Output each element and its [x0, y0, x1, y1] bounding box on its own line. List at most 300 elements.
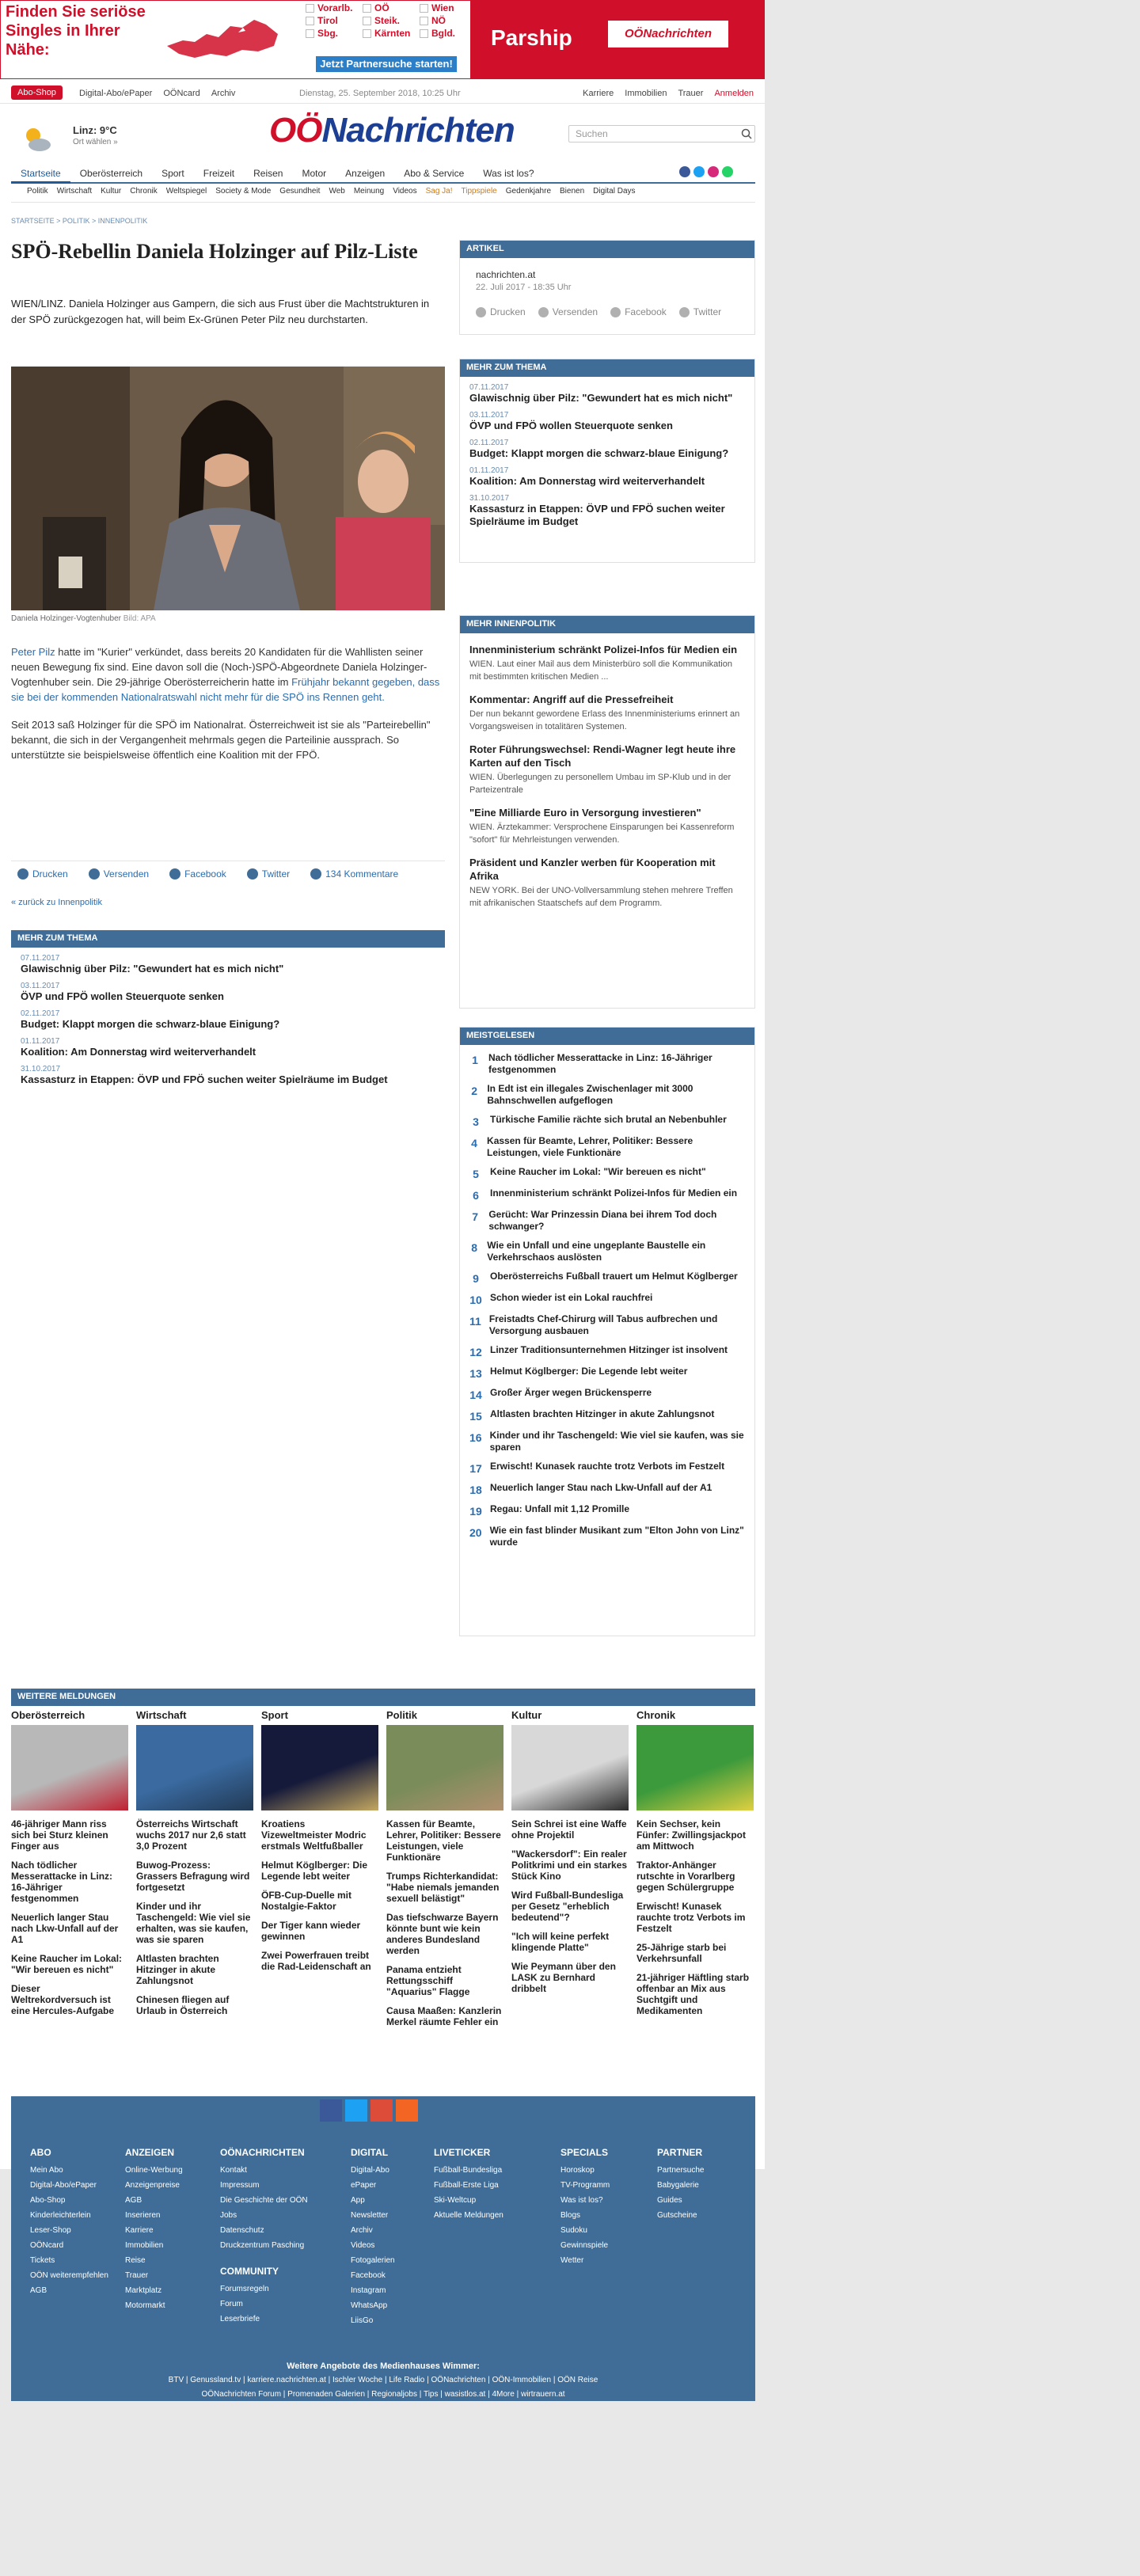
rank-number: 2: [471, 1085, 478, 1097]
rank-number: 11: [469, 1315, 481, 1328]
footer-link[interactable]: Ski-Weltcup: [434, 2196, 477, 2205]
sub-nav: [11, 187, 755, 203]
footer-link[interactable]: Digital-Abo/ePaper: [30, 2181, 97, 2190]
item-title[interactable]: ÖVP und FPÖ wollen Steuerquote senken: [21, 990, 224, 1002]
box-heading: WEITERE MELDUNGEN: [11, 1689, 755, 1706]
category-heading[interactable]: Kultur: [511, 1709, 542, 1721]
footer-link[interactable]: Motormarkt: [125, 2301, 165, 2310]
footer-link[interactable]: Digital-Abo: [351, 2166, 390, 2175]
item-title[interactable]: Altlasten brachten Hitzinger in akute Zahlungsnot: [490, 1408, 715, 1419]
item-title[interactable]: Budget: Klappt morgen die schwarz-blaue Einigung?: [469, 447, 729, 459]
inline-link[interactable]: Peter Pilz: [11, 646, 55, 658]
footer-link[interactable]: WhatsApp: [351, 2301, 388, 2310]
news-link[interactable]: 21-jähriger Häftling starb offenbar an Mix aus Suchtgift und Medikamenten: [636, 1972, 750, 2016]
breadcrumb[interactable]: STARTSEITE > POLITIK > INNENPOLITIK: [11, 217, 148, 225]
article-share-bar: [11, 861, 445, 881]
category-columns: [11, 1709, 755, 2027]
list-item[interactable]: [460, 405, 754, 432]
whatsapp-icon[interactable]: [722, 166, 733, 177]
item-title[interactable]: Wie ein Unfall und eine ungeplante Baustelle ein Verkehrschaos auslösten: [487, 1240, 706, 1263]
footer-heading: PARTNER: [657, 2147, 703, 2158]
news-link[interactable]: ÖFB-Cup-Duelle mit Nostalgie-Faktor: [261, 1890, 352, 1912]
news-link[interactable]: Zwei Powerfrauen treibt die Rad-Leidenschaft an: [261, 1950, 371, 1972]
item-title[interactable]: Kassen für Beamte, Lehrer, Politiker: Bessere Leistungen, viele Funktionäre: [487, 1135, 694, 1158]
footer-link[interactable]: Gewinnspiele: [560, 2241, 609, 2250]
item-title[interactable]: Regau: Unfall mit 1,12 Promille: [490, 1503, 630, 1514]
category-heading[interactable]: Politik: [386, 1709, 418, 1721]
category-image[interactable]: [511, 1725, 629, 1810]
paragraph-text: hatte im "Kurier" verkündet, dass bereits 20 Kandidaten für die Wahllisten seiner neuen Bewegung fix sind. Eine davon soll die (Noch-)SPÖ-Abgeordnete Daniela Holzinger-Vogtenhuber sein. Die 29-jährige Oberösterreicherin hatte im: [11, 646, 428, 688]
footer-link[interactable]: Partnersuche: [657, 2166, 705, 2175]
footer-heading: COMMUNITY: [220, 2266, 279, 2277]
list-item[interactable]: [460, 1408, 754, 1423]
list-item[interactable]: [460, 432, 754, 460]
nav-item[interactable]: Was ist los?: [483, 168, 534, 179]
item-title[interactable]: Glawischnig über Pilz: "Gewundert hat es mich nicht": [21, 963, 284, 975]
news-link[interactable]: Keine Raucher im Lokal: "Wir bereuen es nicht": [11, 1953, 123, 1975]
subnav-item[interactable]: Weltspiegel: [165, 187, 207, 196]
list-item[interactable]: [460, 1135, 754, 1159]
footer-link[interactable]: Wetter: [560, 2256, 584, 2265]
parship-ad-banner[interactable]: [0, 0, 765, 79]
news-link[interactable]: Österreichs Wirtschaft wuchs 2017 nur 2,6 statt 3,0 Prozent: [136, 1818, 246, 1852]
list-item[interactable]: [11, 982, 445, 1003]
footer-link[interactable]: Forum: [220, 2300, 243, 2308]
footer-link[interactable]: Leser-Shop: [30, 2226, 71, 2235]
news-link[interactable]: Panama entzieht Rettungsschiff "Aquarius" Flagge: [386, 1964, 470, 1997]
inline-link[interactable]: Frühjahr bekannt gegeben, dass sie bei der kommenden Nationalratswahl nicht mehr für die SPÖ ins Rennen geht.: [11, 676, 440, 703]
footer-link[interactable]: Immobilien: [125, 2241, 164, 2250]
box-heading: MEISTGELESEN: [460, 1028, 754, 1045]
list-item[interactable]: [460, 1503, 754, 1518]
news-link[interactable]: Wird Fußball-Bundesliga per Gesetz "erheblich bedeutend"?: [511, 1890, 624, 1923]
region-label: Vorarlb.: [317, 2, 353, 13]
item-title[interactable]: Gerücht: War Prinzessin Diana bei ihrem Tod doch schwanger?: [488, 1209, 717, 1232]
ad-left-panel: [0, 0, 471, 79]
photo-caption: [11, 614, 156, 623]
item-title[interactable]: Kommentar: Angriff auf die Pressefreiheit: [469, 693, 674, 705]
mail-icon: [89, 868, 100, 880]
item-title[interactable]: Innenministerium schränkt Polizei-Infos für Medien ein: [490, 1187, 738, 1199]
subnav-item[interactable]: Meinung: [353, 187, 385, 196]
list-item[interactable]: [460, 1187, 754, 1202]
list-item[interactable]: [460, 1461, 754, 1475]
subnav-item[interactable]: Digital Days: [593, 187, 636, 196]
region-checkbox[interactable]: [420, 15, 477, 26]
footer-link[interactable]: Marktplatz: [125, 2286, 162, 2295]
category-column: [386, 1709, 504, 2027]
list-item[interactable]: [460, 633, 754, 683]
facebook-share-button[interactable]: [169, 866, 226, 881]
item-date: 01.11.2017: [21, 1037, 60, 1046]
nav-item[interactable]: Anzeigen: [345, 168, 386, 179]
category-heading[interactable]: Chronik: [636, 1709, 676, 1721]
item-title[interactable]: ÖVP und FPÖ wollen Steuerquote senken: [469, 420, 673, 431]
region-checkbox[interactable]: [306, 2, 363, 13]
footer-heading: OÖNACHRICHTEN: [220, 2147, 305, 2158]
item-title[interactable]: Neuerlich langer Stau nach Lkw-Unfall auf der A1: [490, 1482, 712, 1493]
facebook-icon: [169, 868, 180, 880]
news-link[interactable]: Sein Schrei ist eine Waffe ohne Projektil: [511, 1818, 627, 1841]
subnav-item[interactable]: Sag Ja!: [425, 187, 453, 196]
list-item[interactable]: [460, 1366, 754, 1380]
top-link[interactable]: Karriere: [583, 89, 614, 98]
top-link[interactable]: Digital-Abo/ePaper: [79, 89, 153, 98]
weather-location-select[interactable]: Ort wählen »: [73, 138, 118, 146]
subnav-item[interactable]: Wirtschaft: [56, 187, 93, 196]
nav-item[interactable]: Abo & Service: [404, 168, 465, 179]
rss-icon[interactable]: [396, 2099, 418, 2122]
rank-number: 1: [472, 1054, 478, 1066]
article-info-box: [459, 240, 755, 335]
region-checkbox[interactable]: [363, 15, 420, 26]
footer-heading: LIVETICKER: [434, 2147, 491, 2158]
news-link[interactable]: "Ich will keine perfekt klingende Platte": [511, 1931, 610, 1953]
instagram-icon[interactable]: [708, 166, 719, 177]
item-title[interactable]: Koalition: Am Donnerstag wird weiterverhandelt: [469, 475, 705, 487]
news-link[interactable]: "Wackersdorf": Ein realer Politkrimi und ein starkes Stück Kino: [511, 1848, 628, 1882]
footer-link[interactable]: Tickets: [30, 2256, 55, 2265]
category-heading[interactable]: Wirtschaft: [136, 1709, 187, 1721]
footer-link[interactable]: OÖN weiterempfehlen: [30, 2271, 108, 2280]
email-button[interactable]: [89, 866, 149, 881]
footer-column: [30, 2145, 125, 2328]
list-item[interactable]: [460, 1240, 754, 1263]
facebook-icon[interactable]: [679, 166, 690, 177]
footer-column: [657, 2145, 744, 2328]
footer-link[interactable]: Kinderleichterlein: [30, 2211, 91, 2220]
region-checkbox[interactable]: [420, 28, 477, 39]
subnav-item[interactable]: Politik: [27, 187, 48, 196]
footer-link[interactable]: Mein Abo: [30, 2166, 63, 2175]
item-teaser: WIEN. Laut einer Mail aus dem Ministerbüro soll die Kommunikation mit bestimmten kritischen Medien ...: [469, 659, 732, 682]
footer-link[interactable]: Facebook: [351, 2271, 386, 2280]
list-item[interactable]: [460, 1052, 754, 1076]
item-title[interactable]: Budget: Klappt morgen die schwarz-blaue Einigung?: [21, 1018, 280, 1030]
region-checkbox[interactable]: [420, 2, 477, 13]
footer-link[interactable]: Karriere: [125, 2226, 154, 2235]
abo-shop-button[interactable]: Abo-Shop: [11, 85, 63, 100]
footer-heading: ANZEIGEN: [125, 2147, 175, 2158]
category-column: [511, 1709, 629, 2027]
nav-item[interactable]: Sport: [162, 168, 184, 179]
item-title[interactable]: Keine Raucher im Lokal: "Wir bereuen es nicht": [490, 1166, 706, 1177]
list-item[interactable]: [460, 1482, 754, 1496]
footer-link[interactable]: Babygalerie: [657, 2181, 699, 2190]
site-logo[interactable]: [269, 111, 515, 150]
list-item[interactable]: [460, 1525, 754, 1548]
list-item[interactable]: [460, 1430, 754, 1453]
footer-link[interactable]: Blogs: [560, 2211, 581, 2220]
item-title[interactable]: Glawischnig über Pilz: "Gewundert hat es mich nicht": [469, 392, 733, 404]
rank-number: 12: [469, 1346, 482, 1358]
news-link[interactable]: Kassen für Beamte, Lehrer, Politiker: Bessere Leistungen, viele Funktionäre: [386, 1818, 501, 1863]
twitter-share-button[interactable]: [247, 866, 290, 881]
article-source: nachrichten.at: [476, 269, 536, 280]
news-link[interactable]: Dieser Weltrekordversuch ist eine Hercules-Aufgabe: [11, 1983, 115, 2016]
region-checkbox[interactable]: [363, 28, 420, 39]
news-link[interactable]: 25-Jährige starb bei Verkehrsunfall: [636, 1942, 727, 1964]
search-input[interactable]: Suchen: [568, 125, 755, 142]
category-image[interactable]: [386, 1725, 504, 1810]
category-image[interactable]: [636, 1725, 754, 1810]
list-item[interactable]: [460, 1209, 754, 1233]
list-item[interactable]: [460, 1083, 754, 1107]
article-time: 22. Juli 2017 - 18:35 Uhr: [476, 283, 572, 292]
item-title[interactable]: Oberösterreichs Fußball trauert um Helmut Köglberger: [490, 1271, 738, 1282]
print-button[interactable]: [17, 866, 68, 881]
item-title[interactable]: Innenministerium schränkt Polizei-Infos für Medien ein: [469, 644, 738, 655]
nav-item[interactable]: Oberösterreich: [79, 168, 143, 179]
weather-temp: Linz: 9°C: [73, 124, 117, 136]
ad-cta-button[interactable]: Jetzt Partnersuche starten!: [316, 56, 457, 72]
list-item[interactable]: [460, 683, 754, 733]
footer-link[interactable]: Archiv: [351, 2226, 373, 2235]
rank-number: 5: [473, 1168, 479, 1180]
nav-item[interactable]: Motor: [302, 168, 327, 179]
list-item[interactable]: [460, 1166, 754, 1180]
list-item[interactable]: [460, 1271, 754, 1285]
news-link[interactable]: Chinesen fliegen auf Urlaub in Österreich: [136, 1994, 230, 2016]
category-image[interactable]: [136, 1725, 253, 1810]
print-icon: [17, 868, 28, 880]
footer-link[interactable]: Trauer: [125, 2271, 149, 2280]
item-title[interactable]: Linzer Traditionsunternehmen Hitzinger ist insolvent: [490, 1344, 728, 1355]
item-title[interactable]: Helmut Köglberger: Die Legende lebt weiter: [490, 1366, 688, 1377]
list-item[interactable]: [460, 460, 754, 488]
news-link[interactable]: Traktor-Anhänger rutschte in Vorarlberg gegen Schülergruppe: [636, 1860, 735, 1893]
footer-link[interactable]: OÖNcard: [30, 2241, 64, 2250]
list-item[interactable]: [460, 377, 754, 405]
footer-link[interactable]: Sudoku: [560, 2226, 587, 2235]
footer-bottom: [11, 2359, 755, 2402]
list-item[interactable]: [460, 1344, 754, 1358]
footer-link[interactable]: Reise: [125, 2256, 146, 2265]
footer-link[interactable]: Abo-Shop: [30, 2196, 66, 2205]
news-link[interactable]: Das tiefschwarze Bayern könnte bunt wie kein anderes Bundesland werden: [386, 1912, 499, 1956]
footer-link[interactable]: Was ist los?: [560, 2196, 603, 2205]
list-item[interactable]: [460, 733, 754, 796]
subnav-item[interactable]: Tippspiele: [461, 187, 497, 196]
subnav-item[interactable]: Chronik: [130, 187, 158, 196]
footer-link[interactable]: TV-Programm: [560, 2181, 610, 2190]
list-item[interactable]: [460, 846, 754, 910]
category-image[interactable]: [261, 1725, 378, 1810]
item-title[interactable]: Türkische Familie rächte sich brutal an Nebenbuhler: [490, 1114, 727, 1125]
footer-heading: SPECIALS: [560, 2147, 609, 2158]
news-link[interactable]: Helmut Köglberger: Die Legende lebt weiter: [261, 1860, 368, 1882]
news-link[interactable]: Erwischt! Kunasek rauchte trotz Verbots im Festzelt: [636, 1901, 746, 1934]
share-label: Twitter: [261, 868, 291, 880]
list-item[interactable]: [11, 954, 445, 975]
item-title[interactable]: Schon wieder ist ein Lokal rauchfrei: [490, 1292, 653, 1303]
list-item[interactable]: [11, 1009, 445, 1031]
footer-link[interactable]: Die Geschichte der OÖN: [220, 2196, 308, 2205]
footer-link[interactable]: Instagram: [351, 2286, 386, 2295]
share-label: Drucken: [490, 306, 526, 317]
footer-heading: ABO: [30, 2147, 51, 2158]
facebook-icon: [610, 307, 621, 317]
footer-link[interactable]: Guides: [657, 2196, 682, 2205]
item-title[interactable]: Freistadts Chef-Chirurg will Tabus aufbrechen und Versorgung ausbauen: [488, 1313, 718, 1336]
news-link[interactable]: 46-jähriger Mann riss sich bei Sturz kleinen Finger aus: [11, 1818, 108, 1852]
list-item[interactable]: [11, 1037, 445, 1058]
footer-link[interactable]: Anzeigenpreise: [125, 2181, 180, 2190]
category-heading[interactable]: Oberösterreich: [11, 1709, 86, 1721]
footer-bottom-links[interactable]: OÖNachrichten Forum | Promenaden Galerien | Regionaljobs | Tips | wasistlos.at | 4More | wirtrauern.at: [201, 2390, 565, 2399]
current-date: Dienstag, 25. September 2018, 10:25 Uhr: [299, 89, 461, 98]
footer-link[interactable]: Jobs: [220, 2211, 238, 2220]
footer-link[interactable]: Aktuelle Meldungen: [434, 2211, 504, 2220]
footer-link[interactable]: Inserieren: [125, 2211, 161, 2220]
footer-link[interactable]: AGB: [125, 2196, 142, 2205]
news-link[interactable]: Der Tiger kann wieder gewinnen: [261, 1920, 361, 1942]
rank-number: 19: [469, 1505, 482, 1518]
weitere-meldungen: [11, 1689, 755, 2027]
footer-link[interactable]: Datenschutz: [220, 2226, 264, 2235]
item-date: 02.11.2017: [469, 439, 509, 447]
region-checkbox[interactable]: [363, 2, 420, 13]
footer-link[interactable]: Forumsregeln: [220, 2285, 269, 2293]
category-image[interactable]: [11, 1725, 128, 1810]
rank-number: 14: [469, 1389, 482, 1401]
item-title[interactable]: Großer Ärger wegen Brückensperre: [490, 1387, 652, 1398]
subnav-item[interactable]: Web: [329, 187, 345, 196]
region-label: NÖ: [431, 15, 446, 26]
footer-link[interactable]: Impressum: [220, 2181, 260, 2190]
footer-link[interactable]: Newsletter: [351, 2211, 389, 2220]
top-link[interactable]: OÖNcard: [163, 89, 200, 98]
list-item[interactable]: [460, 488, 754, 528]
twitter-icon[interactable]: [345, 2099, 367, 2122]
item-title[interactable]: Kinder und ihr Taschengeld: Wie viel sie kaufen, was sie sparen: [489, 1430, 744, 1453]
comments-button[interactable]: [310, 866, 398, 881]
news-link[interactable]: Altlasten brachten Hitzinger in akute Zahlungsnot: [136, 1953, 219, 1986]
item-date: 01.11.2017: [469, 466, 509, 475]
list-item[interactable]: [460, 1292, 754, 1306]
print-button[interactable]: [476, 306, 526, 317]
nav-item[interactable]: Reisen: [253, 168, 283, 179]
news-link[interactable]: Neuerlich langer Stau nach Lkw-Unfall auf der A1: [11, 1912, 119, 1945]
footer-link[interactable]: ePaper: [351, 2181, 377, 2190]
footer-link[interactable]: App: [351, 2196, 365, 2205]
footer-link[interactable]: Online-Werbung: [125, 2166, 183, 2175]
box-heading: MEHR ZUM THEMA: [460, 359, 754, 377]
subnav-item[interactable]: Society & Mode: [215, 187, 272, 196]
item-title[interactable]: Kassasturz in Etappen: ÖVP und FPÖ suchen weiter Spielräume im Budget: [21, 1073, 388, 1085]
back-link[interactable]: « zurück zu Innenpolitik: [11, 898, 102, 907]
footer-link[interactable]: Kontakt: [220, 2166, 247, 2175]
footer-link[interactable]: Fußball-Erste Liga: [434, 2181, 499, 2190]
list-item[interactable]: [460, 1313, 754, 1337]
footer-link[interactable]: Fotogalerien: [351, 2256, 395, 2265]
footer-link[interactable]: Fußball-Bundesliga: [434, 2166, 503, 2175]
list-item[interactable]: [11, 1065, 445, 1086]
region-checkbox[interactable]: [306, 28, 363, 39]
footer-link[interactable]: Horoskop: [560, 2166, 595, 2175]
rank-number: 13: [469, 1367, 482, 1380]
facebook-icon[interactable]: [320, 2099, 342, 2122]
item-teaser: WIEN. Überlegungen zu personellem Umbau im SP-Klub und in der Parteizentrale: [469, 773, 732, 795]
item-title[interactable]: Wie ein fast blinder Musikant zum "Elton John von Linz" wurde: [489, 1525, 744, 1548]
footer-link[interactable]: Videos: [351, 2241, 375, 2250]
item-title[interactable]: Koalition: Am Donnerstag wird weiterverhandelt: [21, 1046, 256, 1058]
news-link[interactable]: Kroatiens Vizeweltmeister Modric erstmals Weltfußballer: [261, 1818, 367, 1852]
twitter-icon[interactable]: [694, 166, 705, 177]
weather-sun-cloud-icon: [22, 124, 52, 154]
footer-link[interactable]: Leserbriefe: [220, 2315, 260, 2323]
article-photo: [11, 367, 445, 610]
top-link[interactable]: Immobilien: [625, 89, 667, 98]
footer-link[interactable]: LiisGo: [351, 2316, 374, 2325]
caption-source: Bild: APA: [123, 614, 156, 623]
footer-column: [125, 2145, 220, 2328]
item-title[interactable]: Erwischt! Kunasek rauchte trotz Verbots im Festzelt: [490, 1461, 725, 1472]
footer-link[interactable]: AGB: [30, 2286, 48, 2295]
news-link[interactable]: Nach tödlicher Messerattacke in Linz: 16-Jähriger festgenommen: [11, 1860, 113, 1904]
item-date: 07.11.2017: [469, 383, 509, 392]
subnav-item[interactable]: Bienen: [560, 187, 585, 196]
footer-link[interactable]: Gutscheine: [657, 2211, 697, 2220]
login-link[interactable]: Anmelden: [714, 89, 754, 98]
category-heading[interactable]: Sport: [261, 1709, 288, 1721]
item-title[interactable]: Präsident und Kanzler werben für Kooperation mit Afrika: [469, 857, 716, 882]
sidebar-mehr-zum-thema: [459, 359, 755, 563]
list-item[interactable]: [460, 1387, 754, 1401]
news-link[interactable]: Trumps Richterkandidat: "Habe niemals jemanden sexuell belästigt": [386, 1871, 500, 1904]
list-item[interactable]: [460, 1114, 754, 1128]
subnav-item[interactable]: Gedenkjahre: [505, 187, 552, 196]
item-title[interactable]: "Eine Milliarde Euro in Versorgung investieren": [469, 807, 701, 819]
twitter-share-button[interactable]: [679, 306, 721, 317]
subnav-item[interactable]: Videos: [393, 187, 417, 196]
news-link[interactable]: Buwog-Prozess: Grassers Befragung wird fortgesetzt: [136, 1860, 250, 1893]
mail-icon: [538, 307, 549, 317]
footer-bottom-heading: Weitere Angebote des Medienhauses Wimmer:: [287, 2361, 480, 2371]
share-label: Facebook: [625, 306, 667, 317]
item-teaser: Der nun bekannt gewordene Erlass des Innenministeriums erinnert an Vorgangsweisen in totalitären Systemen.: [469, 709, 740, 731]
article-paragraph: [11, 644, 446, 705]
news-link[interactable]: Kinder und ihr Taschengeld: Wie viel sie erhalten, was sie kaufen, was sie sparen: [136, 1901, 251, 1945]
category-column: [136, 1709, 253, 2027]
top-links-right: [583, 89, 754, 98]
news-link[interactable]: Causa Maaßen: Kanzlerin Merkel räumte Fehler ein: [386, 2005, 502, 2027]
nav-item-startseite[interactable]: Startseite: [11, 166, 70, 184]
parship-logo: Parship: [491, 25, 572, 50]
search-icon[interactable]: [741, 128, 752, 139]
top-link[interactable]: Archiv: [211, 89, 236, 98]
item-title[interactable]: Nach tödlicher Messerattacke in Linz: 16-Jähriger festgenommen: [488, 1052, 712, 1075]
email-button[interactable]: [538, 306, 598, 317]
facebook-share-button[interactable]: [610, 306, 667, 317]
footer-bottom-links[interactable]: BTV | Genussland.tv | karriere.nachrichten.at | Ischler Woche | Life Radio | OÖNachrichten | OÖN-Immobilien | OÖN Reise: [168, 2376, 598, 2384]
item-title[interactable]: In Edt ist ein illegales Zwischenlager mit 3000 Bahnschwellen aufgeflogen: [487, 1083, 694, 1106]
item-title[interactable]: Roter Führungswechsel: Rendi-Wagner legt heute ihre Karten auf den Tisch: [469, 743, 736, 769]
googleplus-icon[interactable]: [370, 2099, 393, 2122]
list-item[interactable]: [460, 796, 754, 846]
subnav-item[interactable]: Gesundheit: [279, 187, 321, 196]
region-checkbox[interactable]: [306, 15, 363, 26]
subnav-item[interactable]: Kultur: [101, 187, 122, 196]
footer-column: [220, 2145, 351, 2328]
news-link[interactable]: Wie Peymann über den LASK zu Bernhard dribbelt: [511, 1961, 616, 1994]
nav-item[interactable]: Freizeit: [203, 168, 235, 179]
item-title[interactable]: Kassasturz in Etappen: ÖVP und FPÖ suchen weiter Spielräume im Budget: [469, 503, 725, 527]
footer-link[interactable]: Druckzentrum Pasching: [220, 2241, 305, 2250]
item-date: 31.10.2017: [21, 1065, 61, 1073]
top-link[interactable]: Trauer: [678, 89, 704, 98]
news-link[interactable]: Kein Sechser, kein Fünfer: Zwillingsjackpot am Mittwoch: [636, 1818, 747, 1852]
